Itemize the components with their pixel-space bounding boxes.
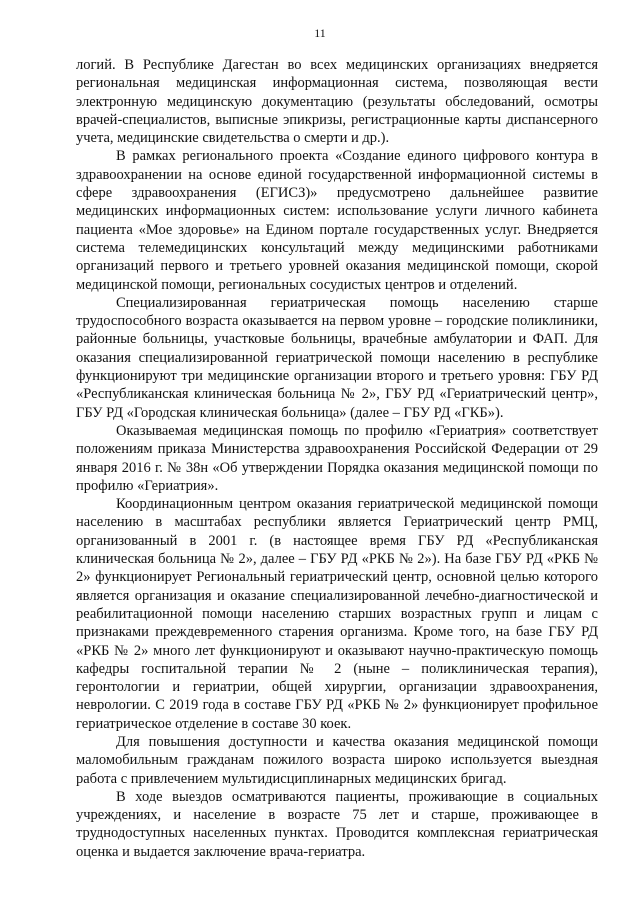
paragraph-coordination-center: Координационным центром оказания гериатрической медицинской помощи населению в масштабах республики является Гериатрический центр РМЦ, организованный в 2001 г. (в настоящее время ГБУ РД «Республиканская клиническая больница № 2», далее – ГБУ РД «РКБ № 2»). На базе ГБУ РД «РКБ № 2» функционирует Региональный гериатрический центр, основной целью которого является организация и оказание специализированной лечебно-диагностической и реабилитационной помощи населению старших возрастных групп и лицам с признаками преждевременного старения организма. Кроме того, на базе ГБУ РД «РКБ № 2» много лет функционируют и оказывают научно-практическую помощь кафедры госпитальной терапии № 2 (ныне – поликлиническая терапия), геронтологии и гериатрии, общей хирургии, организации здравоохранения, неврологии. С 2019 года в составе ГБУ РД «РКБ № 2» функционирует профильное гериатрическое отделение в составе 30 коек. [76,496,598,732]
paragraph-continuation: логий. В Республике Дагестан во всех медицинских организациях внедряется региональная медицинская информационная система, позволяющая вести электронную медицинскую документацию (результаты обследований, осмотры врачей-специалистов, выписные эпикризы, регистрационные карты диспансерного учета, медицинские свидетельства о смерти и др.). [76,57,598,147]
paragraph-mobile-teams: Для повышения доступности и качества оказания медицинской помощи маломобильным гражданам пожилого возраста широко используется выездная работа с привлечением мультидисциплинарных медицинских бригад. [76,733,598,787]
paragraph-specialized-care: Специализированная гериатрическая помощь населению старше трудоспособного возраста оказывается на первом уровне – городские поликлиники, районные больницы, участковые больницы, врачебные амбулатории и ФАП. Для оказания специализированной гериатрической помощи населению в республике функционируют три медицинские организации второго и третьего уровня: ГБУ РД «Республиканская клиническая больница № 2», ГБУ РД «Гериатрический центр», ГБУ РД «Городская клиническая больница» (далее – ГБУ РД «ГКБ»). [76,294,598,421]
paragraph-digital-contour: В рамках регионального проекта «Создание единого цифрового контура в здравоохранении на основе единой государственной информационной системы в сфере здравоохранения (ЕГИСЗ)» предусмотрено дальнейшее развитие медицинских информационных систем: использование услуги личного кабинета пациента «Мое здоровье» на Едином портале государственных услуг. Внедряется система телемедицинских консультаций между медицинскими работниками организаций первого и третьего уровней оказания медицинской помощи, скорой медицинской помощи, региональных сосудистых центров и отделений. [76,148,598,293]
paragraph-field-visits: В ходе выездов осматриваются пациенты, проживающие в социальных учреждениях, и население в возрасте 75 лет и старше, проживающее в труднодоступных населенных пунктах. Проводится комплексная гериатрическая оценка и выдается заключение врача-гериатра. [76,788,598,860]
document-body [76,56,598,861]
paragraph-geriatrics-order: Оказываемая медицинская помощь по профилю «Гериатрия» соответствует положениям приказа Министерства здравоохранения Российской Федерации от 29 января 2016 г. № 38н «Об утверждении Порядка оказания медицинской помощи по профилю «Гериатрия». [76,422,598,494]
page-number: 11 [314,26,326,40]
